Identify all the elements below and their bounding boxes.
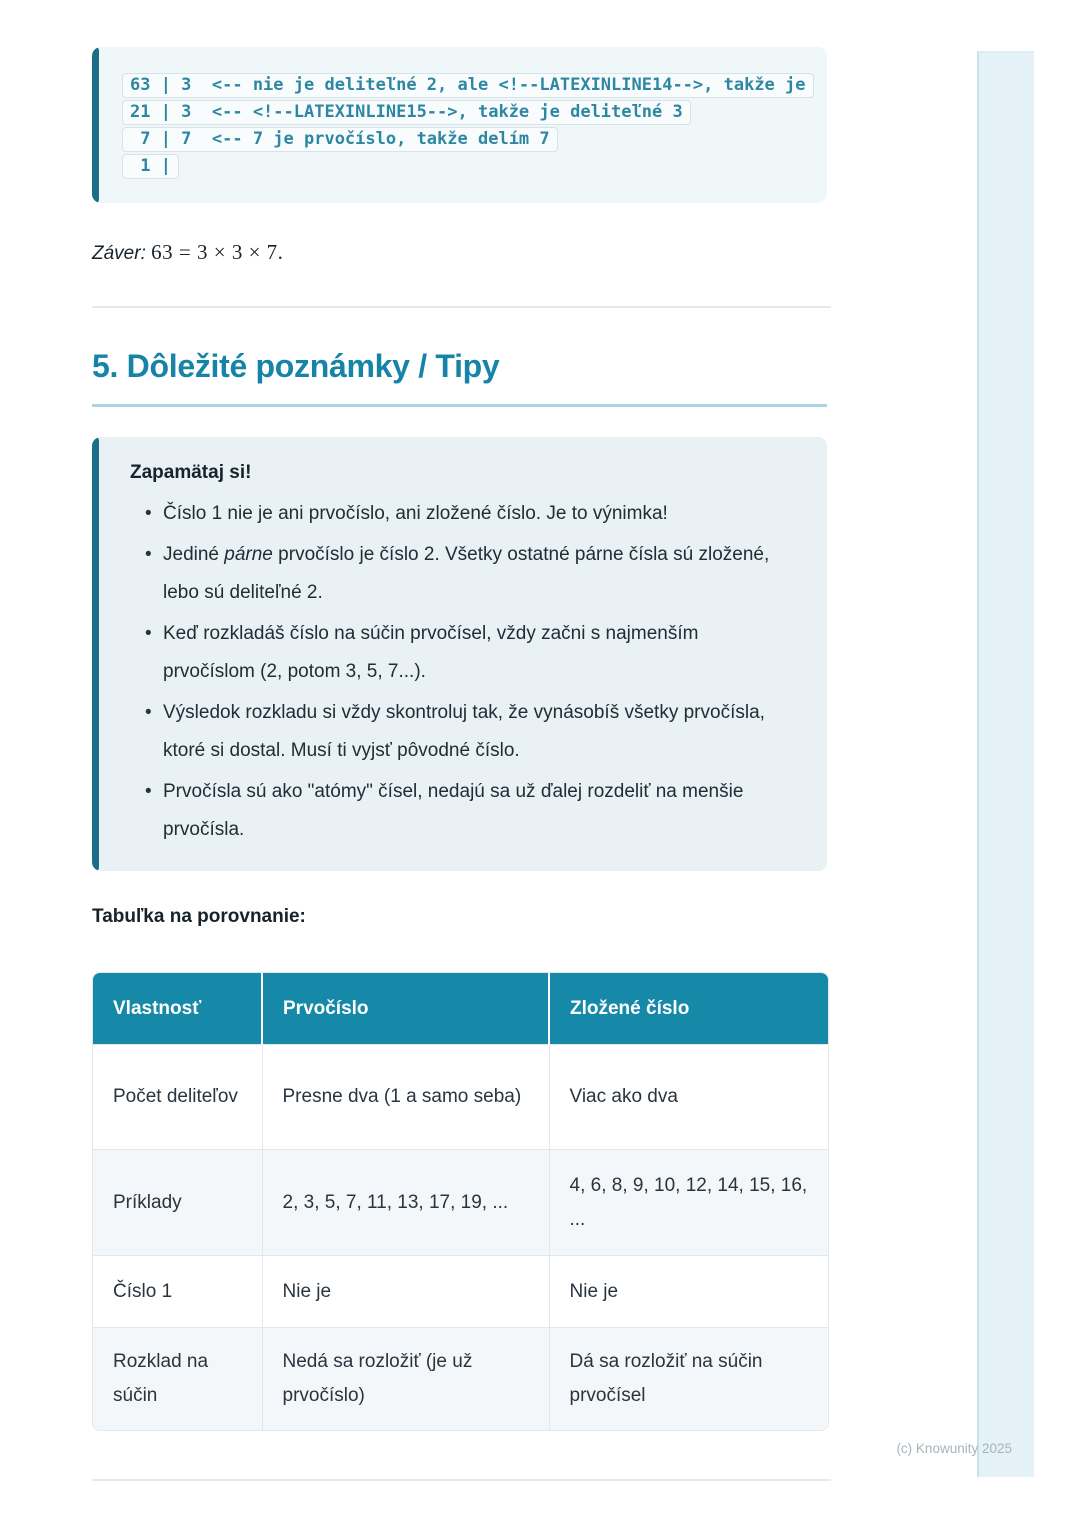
list-item — [163, 694, 787, 770]
list-item-text: prvočíslo je číslo 2. Všetky ostatné párne čísla sú zložené, lebo sú deliteľné 2. — [163, 544, 770, 603]
list-item-text: Číslo 1 nie je ani prvočíslo, ani zložené číslo. Je to výnimka! — [163, 503, 668, 524]
footer-copyright: (c) Knowunity 2025 — [896, 1441, 1012, 1456]
code-line: 63 | 3 <-- nie je deliteľné 2, ale <!--LATEXINLINE14-->, takže je — [122, 73, 814, 98]
section-heading: 5. Dôležité poznámky / Tipy — [92, 348, 500, 384]
code-lines — [92, 47, 827, 179]
list-item — [163, 773, 787, 849]
table-header-row — [93, 973, 828, 1045]
table-cell: Počet deliteľov — [93, 1045, 262, 1150]
table-cell: Číslo 1 — [93, 1256, 262, 1328]
table-cell: 2, 3, 5, 7, 11, 13, 17, 19, ... — [262, 1150, 549, 1256]
callout-box — [92, 437, 827, 871]
code-block — [92, 47, 827, 203]
list-item — [163, 495, 787, 533]
comparison-table — [92, 972, 829, 1431]
table-row — [93, 1256, 828, 1328]
list-item-emphasis: párne — [224, 544, 273, 565]
table-header-cell: Prvočíslo — [262, 973, 549, 1045]
conclusion-line — [92, 238, 827, 268]
table-cell: Nedá sa rozložiť (je už prvočíslo) — [262, 1328, 549, 1430]
table-cell: Nie je — [549, 1256, 828, 1328]
bottom-divider — [92, 1479, 831, 1481]
list-item — [163, 615, 787, 691]
list-item-text: Keď rozkladáš číslo na súčin prvočísel, vždy začni s najmenším prvočíslom (2, potom 3, 5, 7...). — [163, 623, 699, 682]
table-row — [93, 1150, 828, 1256]
callout-accent-bar — [92, 437, 99, 871]
list-item-text: Jediné — [163, 544, 225, 565]
table-row — [93, 1045, 828, 1150]
table-cell: Nie je — [262, 1256, 549, 1328]
table-cell: Presne dva (1 a samo seba) — [262, 1045, 549, 1150]
code-block-accent-bar — [92, 47, 99, 203]
table-header-cell: Zložené číslo — [549, 973, 828, 1045]
code-line: 7 | 7 <-- 7 je prvočíslo, takže delím 7 — [122, 127, 558, 152]
page-edge-strip — [977, 51, 1034, 1477]
table-cell: Dá sa rozložiť na súčin prvočísel — [549, 1328, 828, 1430]
callout-list — [163, 495, 787, 849]
table-row — [93, 1328, 828, 1430]
table-cell: 4, 6, 8, 9, 10, 12, 14, 15, 16, ... — [549, 1150, 828, 1256]
list-item-text: Výsledok rozkladu si vždy skontroluj tak, že vynásobíš všetky prvočísla, ktoré si dostal. Musí ti vyjsť pôvodné číslo. — [163, 702, 765, 761]
callout-title: Zapamätaj si! — [130, 462, 252, 483]
table-label: Tabuľka na porovnanie: — [92, 906, 306, 927]
conclusion-label: Záver: — [92, 243, 146, 264]
table-cell: Príklady — [93, 1150, 262, 1256]
table-cell: Viac ako dva — [549, 1045, 828, 1150]
code-line: 1 | — [122, 154, 179, 179]
table — [93, 973, 828, 1430]
heading-underline — [92, 404, 827, 407]
code-line: 21 | 3 <-- <!--LATEXINLINE15-->, takže je deliteľné 3 — [122, 100, 691, 125]
table-cell: Rozklad na súčin — [93, 1328, 262, 1430]
conclusion-equation: 63 = 3 × 3 × 7. — [151, 240, 284, 264]
section-divider — [92, 306, 831, 308]
table-header-cell: Vlastnosť — [93, 973, 262, 1045]
list-item — [163, 536, 787, 612]
list-item-text: Prvočísla sú ako "atómy" čísel, nedajú sa už ďalej rozdeliť na menšie prvočísla. — [163, 781, 744, 840]
